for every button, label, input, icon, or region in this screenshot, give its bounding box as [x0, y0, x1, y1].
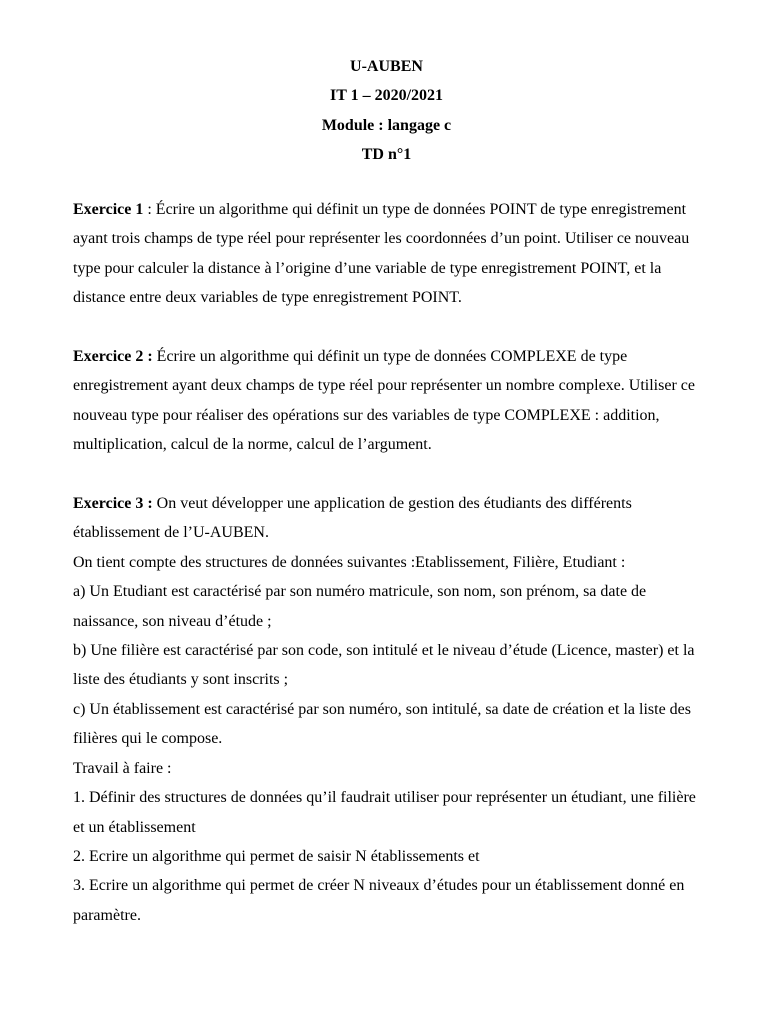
exercise-3-item-a: a) Un Etudiant est caractérisé par son numéro matricule, son nom, son prénom, sa date de naissance, son niveau d’étude ;	[73, 583, 647, 630]
university-name: U-AUBEN	[350, 58, 423, 75]
exercise-1-label: Exercice 1	[73, 201, 144, 218]
exercise-3-work-heading: Travail à faire :	[73, 759, 172, 777]
paragraph-spacer	[73, 313, 705, 342]
exercise-3-structures-intro: On tient compte des structures de données suivantes :Etablissement, Filière, Etudiant :	[73, 553, 626, 571]
document-body	[73, 195, 705, 930]
exercise-3-item-c: c) Un établissement est caractérisé par son numéro, son intitulé, sa date de création et la liste des filières qui le compose.	[73, 700, 691, 748]
exercise-3-item-b: b) Une filière est caractérisé par son code, son intitulé et le niveau d’étude (Licence, master) et la liste des étudiants y sont inscrits ;	[73, 642, 695, 689]
module-title: Module : langage c	[321, 116, 452, 134]
exercise-3-task-1: 1. Définir des structures de données qu’il faudrait utiliser pour représenter un étudiant, une filière et un établissement	[73, 789, 696, 836]
exercise-1-separator: :	[143, 201, 156, 218]
paragraph-spacer	[73, 460, 705, 489]
document-header	[0, 52, 768, 169]
exercise-2-text: Écrire un algorithme qui définit un type de données COMPLEXE de type enregistrement ayant deux champs de type réel pour représenter un nombre complexe. Utiliser ce nouveau type pour réaliser des opérations sur des variables de type COMPLEXE : addition, multiplication, calcul de la norme, calcul de l’argument.	[73, 348, 695, 454]
exercise-2	[73, 342, 705, 460]
exercise-3-label: Exercice 3 :	[73, 495, 153, 513]
exercise-3-task-3: 3. Ecrire un algorithme qui permet de créer N niveaux d’études pour un établissement donné en paramètre.	[73, 877, 685, 924]
exercise-3-task-2: 2. Ecrire un algorithme qui permet de saisir N établissements et	[73, 847, 480, 865]
td-number: TD n°1	[361, 145, 412, 163]
exercise-3	[73, 489, 705, 548]
exercise-1-text: Écrire un algorithme qui définit un type de données POINT de type enregistrement ayant trois champs de type réel pour représenter les coordonnées d’un point. Utiliser ce nouveau type pour calculer la distance à l’origine d’une variable de type enregistrement POINT, et la distance entre deux variables de type enregistrement POINT.	[73, 201, 690, 307]
exercise-1	[73, 195, 705, 313]
exercise-3-text: On veut développer une application de gestion des étudiants des différents établissement de l’U-AUBEN.	[73, 495, 632, 542]
exercise-2-label: Exercice 2 :	[73, 348, 153, 366]
class-year: IT 1 – 2020/2021	[329, 87, 444, 105]
